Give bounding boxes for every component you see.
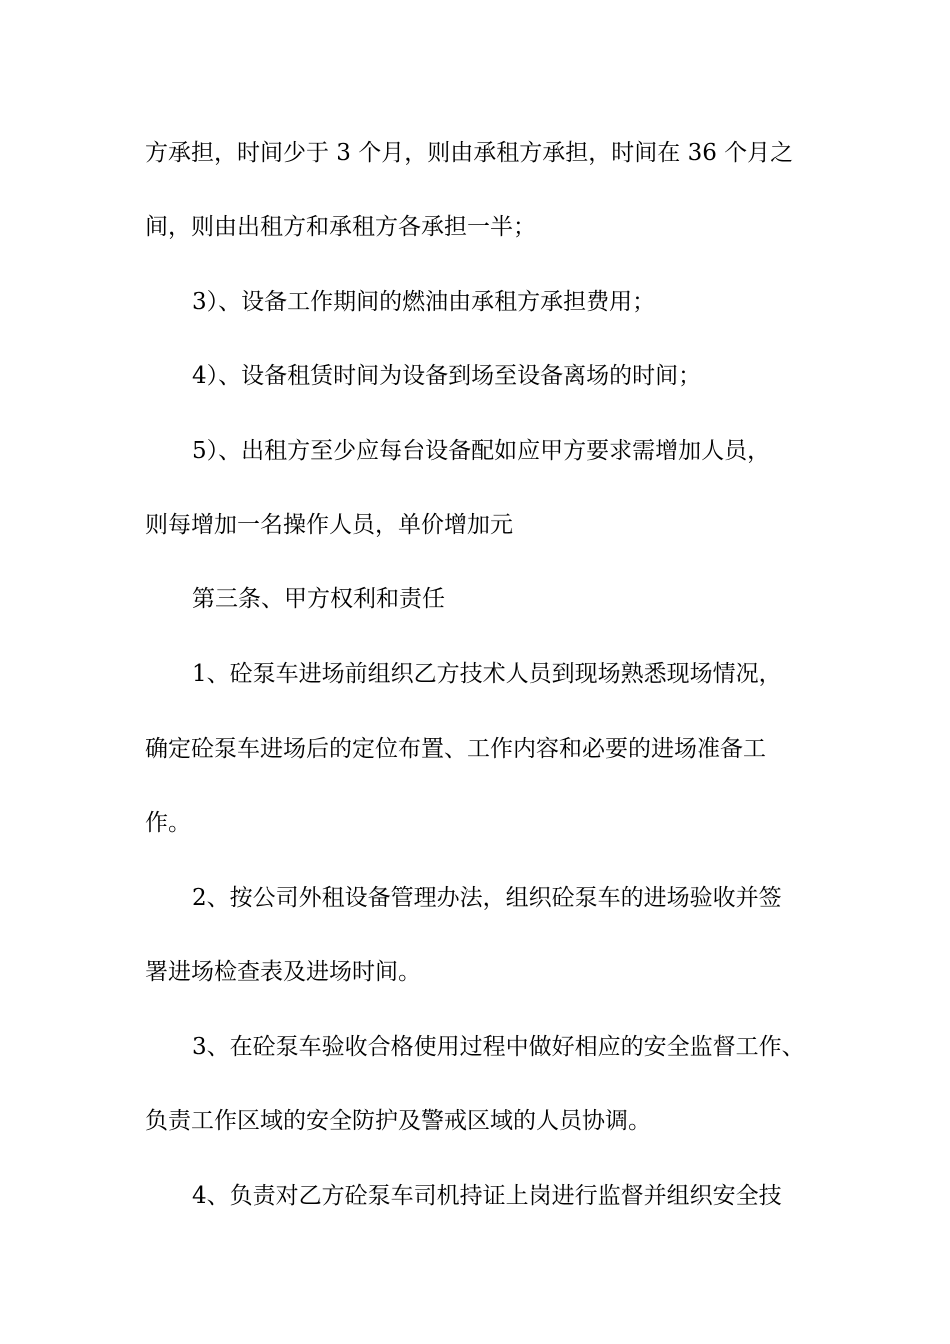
paragraph-line: 负责工作区域的安全防护及警戒区域的人员协调。 [145,1108,651,1134]
paragraph-line: 2、按公司外租设备管理办法，组织砼泵车的进场验收并签 [192,885,782,911]
paragraph-line: 1、砼泵车进场前组织乙方技术人员到现场熟悉现场情况， [192,661,782,687]
paragraph-line: 3）、设备工作期间的燃油由承租方承担费用； [192,289,656,315]
paragraph-line: 3、在砼泵车验收合格使用过程中做好相应的安全监督工作、 [192,1034,805,1060]
paragraph-line: 4）、设备租赁时间为设备到场至设备离场的时间； [192,363,702,389]
paragraph-line: 间，则由出租方和承租方各承担一半； [145,214,536,240]
paragraph-line: 则每增加一名操作人员，单价增加元 [145,512,513,538]
paragraph-line: 方承担，时间少于 3 个月，则由承租方承担，时间在 36 个月之 [145,140,794,166]
paragraph-line: 署进场检查表及进场时间。 [145,959,421,985]
paragraph-line: 4、负责对乙方砼泵车司机持证上岗进行监督并组织安全技 [192,1183,782,1209]
paragraph-line: 作。 [145,810,191,836]
paragraph-line: 确定砼泵车进场后的定位布置、工作内容和必要的进场准备工 [145,736,766,762]
section-heading: 第三条、甲方权利和责任 [192,586,445,612]
paragraph-line: 5）、出租方至少应每台设备配如应甲方要求需增加人员， [192,438,771,464]
